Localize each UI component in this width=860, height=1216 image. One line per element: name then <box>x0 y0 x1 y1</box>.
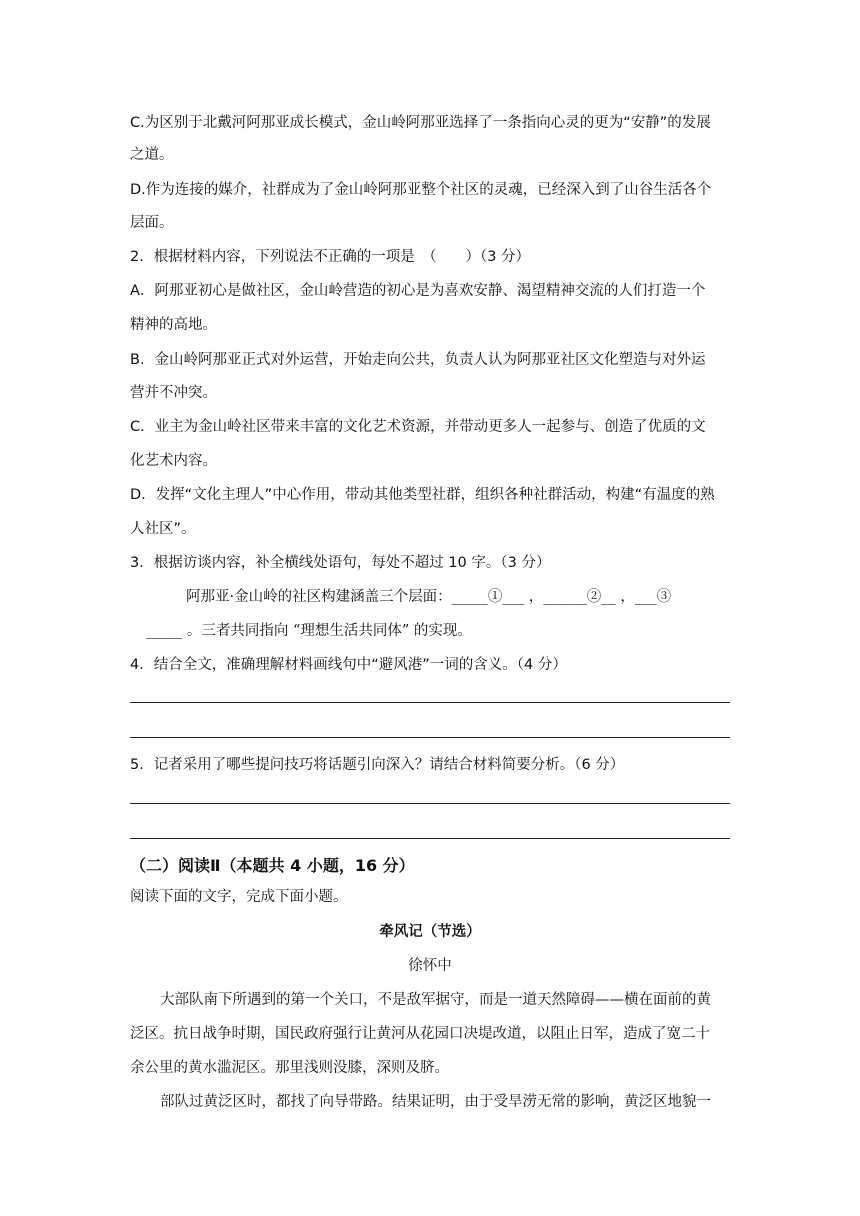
q1-option-c-line2: 之道。 <box>130 147 174 163</box>
article-author: 徐怀中 <box>408 958 452 974</box>
q1-option-d-line2: 层面。 <box>130 215 174 231</box>
q3-stem: 3．根据访谈内容，补全横线处语句，每处不超过 10 字。（3 分） <box>130 555 551 571</box>
q2-option-a-line2: 精神的高地。 <box>130 317 217 333</box>
q2-option-c-line1: C．业主为金山岭社区带来丰富的文化艺术资源，并带动更多人一起参与、创造了优质的文 <box>130 419 706 435</box>
q5-answer-line-1 <box>130 803 730 804</box>
q4-stem: 4．结合全文，准确理解材料画线句中“避风港”一词的含义。（4 分） <box>130 657 567 673</box>
q3-fill-line2: _____ 。三者共同指向 “理想生活共同体” 的实现。 <box>146 623 472 639</box>
section2-instruction: 阅读下面的文字，完成下面小题。 <box>130 889 348 905</box>
q2-option-b-line2: 营并不冲突。 <box>130 385 217 401</box>
article-p1-line1: 大部队南下所遇到的第一个关口，不是敌军据守，而是一道天然障碍——横在面前的黄 <box>160 992 711 1008</box>
article-title: 牵风记（节选） <box>379 923 481 940</box>
q4-answer-line-1 <box>130 702 730 703</box>
q5-stem: 5．记者采用了哪些提问技巧将话题引向深入？请结合材料简要分析。（6 分） <box>130 757 625 773</box>
article-p1-line2: 泛区。抗日战争时期，国民政府强行让黄河从花园口决堤改道，以阻止日军，造成了宽二十 <box>130 1026 710 1042</box>
q2-option-d-line2: 人社区”。 <box>130 521 196 537</box>
section2-title: （二）阅读Ⅱ（本题共 4 小题，16 分） <box>130 856 415 875</box>
q2-option-d-line1: D．发挥“文化主理人”中心作用，带动其他类型社群，组织各种社群活动，构建“有温度的熟 <box>130 487 715 503</box>
q2-option-b-line1: B．金山岭阿那亚正式对外运营，开始走向公共，负责人认为阿那亚社区文化塑造与对外运 <box>130 352 706 368</box>
q2-option-c-line2: 化艺术内容。 <box>130 453 217 469</box>
article-p1-line3: 余公里的黄水滥泥区。那里浅则没膝，深则及脐。 <box>130 1060 449 1076</box>
q5-answer-line-2 <box>130 838 730 839</box>
article-p2-line1: 部队过黄泛区时，都找了向导带路。结果证明，由于受旱涝无常的影响，黄泛区地貌一 <box>160 1094 711 1110</box>
q4-answer-line-2 <box>130 737 730 738</box>
q1-option-d-line1: D.作为连接的媒介，社群成为了金山岭阿那亚整个社区的灵魂，已经深入到了山谷生活各个 <box>130 182 712 198</box>
q3-fill-line1: 阿那亚·金山岭的社区构建涵盖三个层面：_____①___ ，______②__ ，___③ <box>186 589 672 605</box>
q2-stem: 2．根据材料内容，下列说法不正确的一项是 （ ）（3 分） <box>130 249 531 265</box>
q1-option-c-line1: C.为区别于北戴河阿那亚成长模式，金山岭阿那亚选择了一条指向心灵的更为“安静”的发展 <box>130 115 711 131</box>
q2-option-a-line1: A．阿那亚初心是做社区，金山岭营造的初心是为喜欢安静、渴望精神交流的人们打造一个 <box>130 283 706 299</box>
